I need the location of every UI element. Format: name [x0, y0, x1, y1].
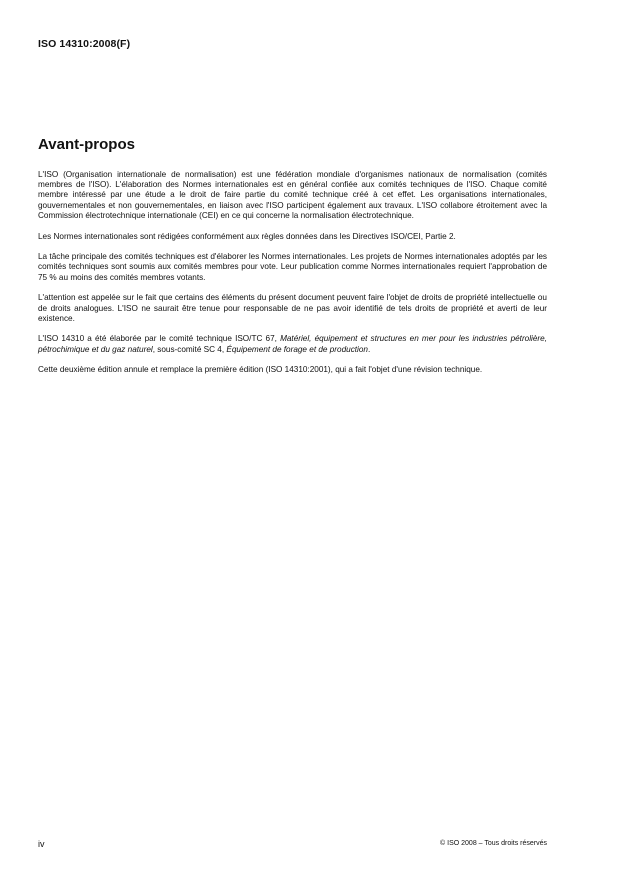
foreword-body [38, 170, 547, 386]
paragraph-iso-organisation: L'ISO (Organisation internationale de normalisation) est une fédération mondiale d'organismes nationaux de normalisation (comités membres de l'ISO). L'élaboration des Normes internationales est en général confiée aux comités techniques de l'ISO. Chaque comité membre intéressé par une étude a le droit de faire partie du comité technique créé à cet effet. Les organisations internationales, gouvernementales et non gouvernementales, en liaison avec l'ISO participent également aux travaux. L'ISO collabore étroitement avec la Commission électrotechnique internationale (CEI) en ce qui concerne la normalisation électrotechnique. [38, 170, 547, 220]
paragraph-edition: Cette deuxième édition annule et remplace la première édition (ISO 14310:2001), qui a fait l'objet d'une révision technique. [38, 365, 483, 375]
page-title: Avant-propos [38, 136, 135, 153]
page-number: iv [38, 839, 45, 849]
prepared-by-text-3: . [367, 344, 371, 354]
copyright-notice: © ISO 2008 – Tous droits réservés [440, 840, 547, 847]
prepared-by-text-2: , sous-comité SC 4, [152, 344, 227, 354]
paragraph-technical-committees: La tâche principale des comités techniques est d'élaborer les Normes internationales. Les projets de Normes internationales adoptés par les comités techniques sont soumis aux comités membres pour vote. Leur publication comme Normes internationales requiert l'approbation de 75 % au moins des comités membres votants. [38, 252, 547, 282]
document-identifier: ISO 14310:2008(F) [38, 38, 131, 50]
committee-title: Matériel, équipement et structures en mer pour les industries pétrolière, pétrochimique et du gaz naturel [38, 334, 547, 354]
paragraph-patent-rights: L'attention est appelée sur le fait que certains des éléments du présent document peuvent faire l'objet de droits de propriété intellectuelle ou de droits analogues. L'ISO ne saurait être tenue pour responsable de ne pas avoir identifié de tels droits de propriété et averti de leur existence. [38, 293, 547, 323]
subcommittee-title: Équipement de forage et de production [226, 344, 368, 354]
prepared-by-text-1: L'ISO 14310 a été élaborée par le comité technique ISO/TC 67, [38, 334, 281, 344]
paragraph-directives: Les Normes internationales sont rédigées conformément aux règles données dans les Directives ISO/CEI, Partie 2. [38, 231, 456, 241]
paragraph-prepared-by [38, 334, 547, 354]
